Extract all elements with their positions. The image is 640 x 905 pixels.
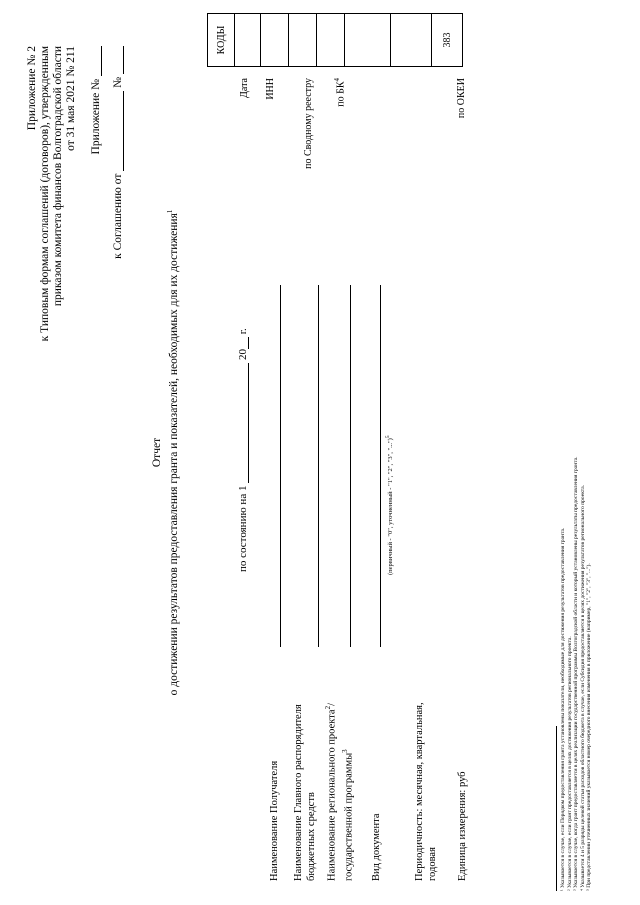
year-prefix: 20: [237, 349, 249, 361]
as-of-label: по состоянию на 1: [237, 485, 249, 572]
inn-cell[interactable]: [261, 14, 289, 67]
okei-label: по ОКЕИ: [456, 78, 467, 119]
bk-label: [333, 78, 346, 107]
footnote-3: ³ Указывается в случае, когда грант предоставляется в целях реализации государственной программы Волгоградской области и который установлены результаты предоставления гранта.: [573, 456, 580, 891]
agreement-date-blank: [123, 91, 124, 171]
codes-header-cell: КОДЫ: [208, 14, 235, 67]
doc-type-label: Вид документа: [371, 813, 382, 881]
doc-type-line: [380, 285, 381, 647]
date-cell[interactable]: [235, 14, 261, 67]
agreement-number-blank: [123, 46, 124, 74]
agreement-prefix: к Соглашению от: [112, 173, 124, 259]
doc-type-hint: [385, 435, 394, 575]
footnotes: [560, 457, 593, 891]
registry-cell[interactable]: [289, 14, 317, 67]
appendix-line-3: приказом комитета финансов Волгоградской области: [52, 46, 64, 307]
program-sup: 3: [340, 749, 349, 753]
manager-label: Наименование Главного распорядителя бюджетных средств: [293, 704, 317, 881]
title-line-2-text: о достижении результатов предоставления гранта и показателей, необходимых для их достижения: [167, 213, 180, 696]
periodicity-label: Периодичность: месячная, квартальная, годовая: [414, 702, 438, 881]
okei-value-cell: 383: [432, 14, 463, 67]
footnote-4: ⁴ Указывается 4 и 5 разряды целевой статьи расходов областного бюджета в случае, если Субсидия предоставляется в целях достижения результатов регионального проекта.: [579, 484, 586, 891]
program-text: / государственной программы: [326, 703, 354, 881]
recipient-label: Наименование Получателя: [269, 760, 280, 881]
appendix-line-4: от 31 мая 2021 № 211: [65, 46, 77, 151]
periodicity-cell[interactable]: [391, 14, 432, 67]
date-label: Дата: [239, 78, 250, 98]
footnote-5: ⁵ При представлении уточненных значений указывается номер очередного внесения изменения в приложение (например, "1", "2", "3", "...").: [586, 563, 593, 891]
footnote-2: ² Указывается в случае, если грант предоставляется в целях достижения результатов регионального проекта.: [566, 636, 573, 891]
codes-table: [207, 13, 463, 67]
agreement-no-label: №: [112, 76, 124, 88]
title-footnote-mark: 1: [166, 209, 174, 214]
project-sup: 2: [324, 705, 332, 710]
inn-label: ИНН: [265, 78, 276, 100]
unit-label: Единица измерения: руб: [457, 771, 468, 881]
appendix-header: [26, 46, 78, 341]
project-line: [350, 285, 351, 647]
footnote-1: ¹ Указывается в случае, если Порядком предоставления гранта установлены показатели, необходимые для достижения результатов предоставления гранта.: [560, 527, 566, 891]
as-of-date: [237, 328, 249, 572]
appendix-number-label: Приложение №: [90, 78, 102, 155]
project-text: Наименование регионального проекта: [326, 709, 338, 881]
agreement-reference: [112, 46, 124, 259]
appendix-number-blank: [101, 46, 102, 76]
year-suffix: г.: [237, 328, 249, 335]
as-of-date-blank: [248, 363, 249, 483]
year-blank: [248, 337, 249, 349]
manager-line: [318, 285, 319, 647]
title-line-1: Отчет: [151, 437, 163, 468]
bk-sup: 4: [333, 78, 341, 82]
doc-type-hint-sup: 5: [385, 435, 391, 439]
bk-cell[interactable]: [317, 14, 345, 67]
bk-text: по БК: [335, 81, 347, 107]
footnote-rule: [556, 726, 557, 891]
appendix-line-1: Приложение № 2: [26, 46, 38, 131]
report-title: [151, 0, 181, 905]
doc-type-hint-text: (первичный - "0", уточненный - "1", "2", "3", "..."): [387, 438, 395, 575]
project-label: [322, 651, 355, 881]
registry-label: по Сводному реестру: [303, 78, 314, 169]
doc-type-cell[interactable]: [345, 14, 391, 67]
title-line-2: [164, 0, 181, 905]
appendix-number: [90, 46, 102, 154]
recipient-line: [280, 285, 281, 647]
appendix-line-2: к Типовым формам соглашений (договоров), утвержденным: [39, 46, 51, 342]
